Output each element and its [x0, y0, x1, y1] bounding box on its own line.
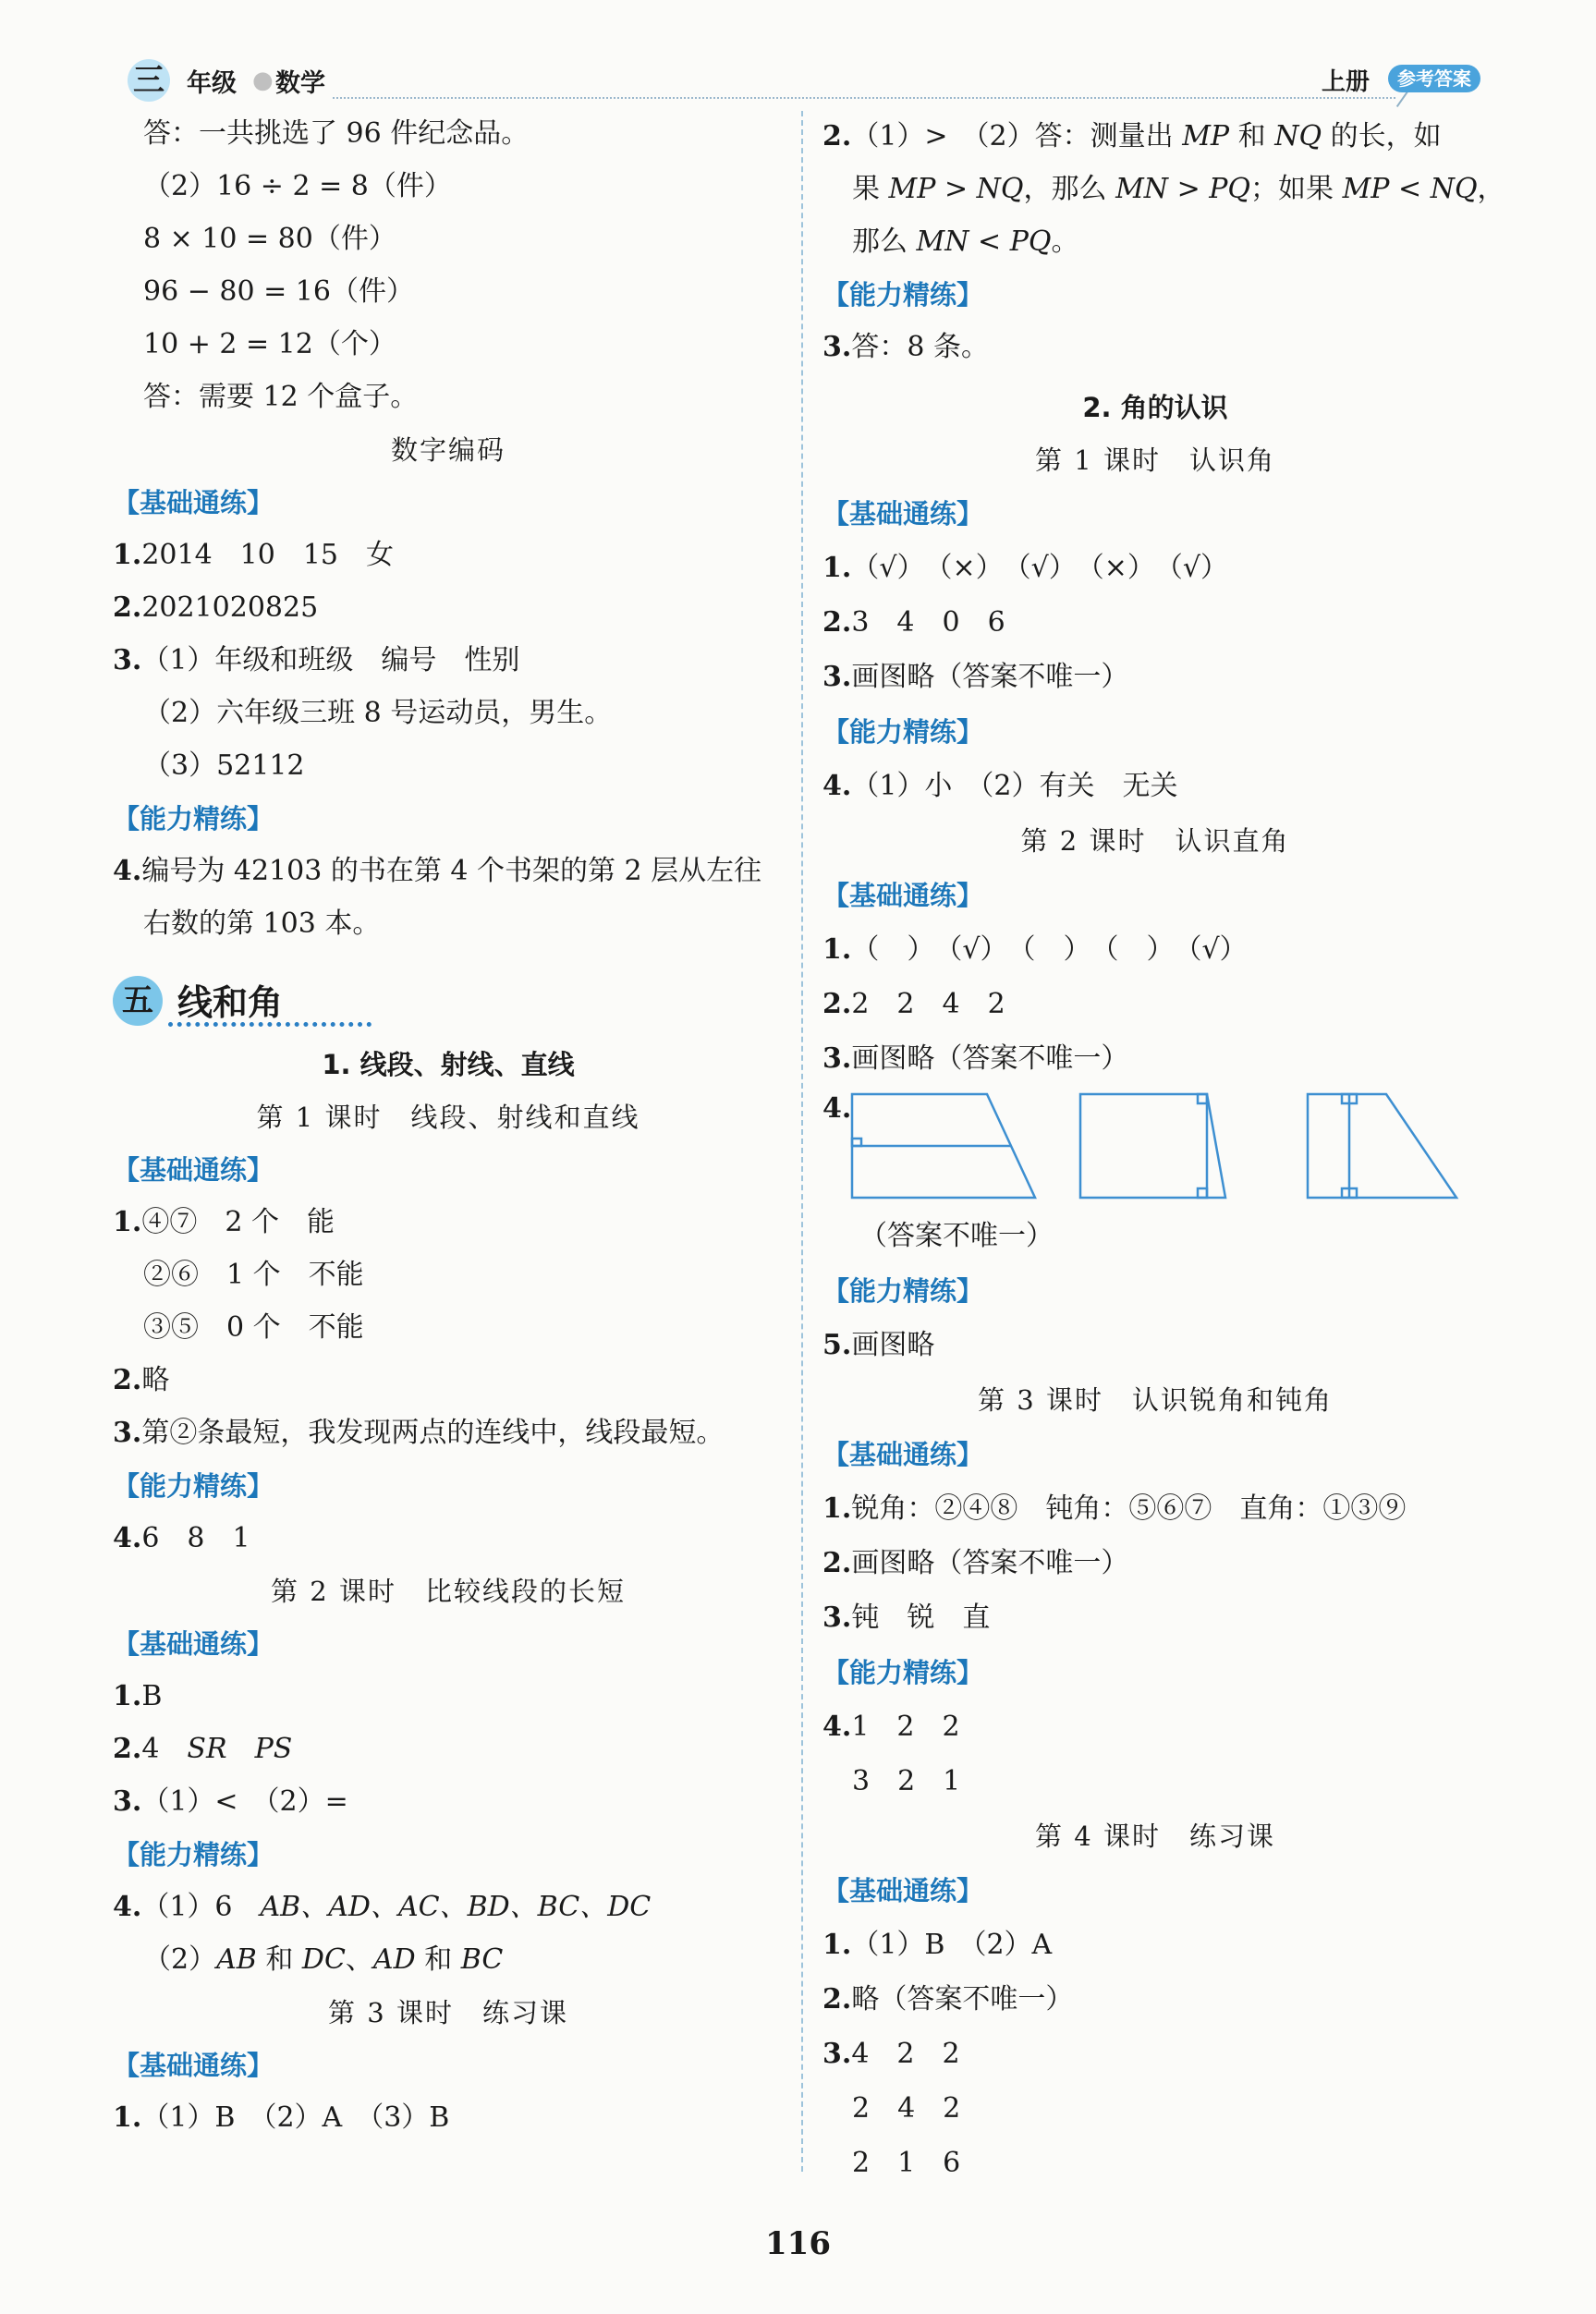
answer-item: 4.6 8 1	[113, 1522, 250, 1554]
page-header	[120, 57, 1488, 109]
answer-item: 1.（ ） （√） （ ） （ ） （√）	[822, 933, 1248, 966]
grade-badge: 三	[128, 59, 170, 102]
section-label-basic: 【基础通练】	[113, 487, 274, 518]
answer-item: 3.画图略（答案不唯一）	[822, 1042, 1129, 1075]
subject-label: 数学	[275, 69, 325, 98]
answer-item: 2.3 4 0 6	[822, 606, 1005, 639]
answer-item: 4.	[822, 1092, 852, 1125]
section-title: 数字编码	[390, 434, 506, 466]
answer-item: 1.④⑦ 2 个 能	[113, 1206, 335, 1238]
section-label-basic: 【基础通练】	[822, 498, 984, 530]
section-label-ability: 【能力精练】	[113, 1839, 274, 1870]
grade-label: 年级	[187, 69, 237, 98]
answer-item: 3.4 2 2	[822, 2038, 960, 2070]
trapezoid-figures	[850, 1090, 1460, 1211]
answer-item: 1.（1）B （2）A （3）B	[113, 2101, 450, 2134]
answer-item: 4.编号为 42103 的书在第 4 个书架的第 2 层从左往	[113, 855, 762, 887]
section-label-ability: 【能力精练】	[822, 1275, 984, 1307]
answer-item: 4.（1）小 （2）有关 无关	[822, 770, 1178, 802]
section-label-ability: 【能力精练】	[822, 1657, 984, 1688]
answer-subline: ②⑥ 1 个 不能	[143, 1259, 364, 1291]
answer-badge: 参考答案	[1388, 65, 1480, 92]
lesson-title: 第 2 课时 比较线段的长短	[271, 1576, 626, 1607]
answer-item: 2.画图略（答案不唯一）	[822, 1547, 1129, 1579]
answer-subline: ③⑤ 0 个 不能	[143, 1311, 364, 1344]
answer-item: 3.（1）< （2）=	[113, 1785, 348, 1818]
answer-subline: 2 4 2	[852, 2092, 961, 2125]
answer-item: 1.（√） （×） （√） （×） （√）	[822, 552, 1228, 584]
answer-item: 3.画图略（答案不唯一）	[822, 661, 1129, 693]
answer-item: 3.（1）年级和班级 编号 性别	[113, 644, 520, 676]
section-label-ability: 【能力精练】	[113, 1470, 274, 1502]
section-label-basic: 【基础通练】	[113, 1154, 274, 1186]
lesson-title: 第 4 课时 练习课	[1035, 1821, 1275, 1852]
unit-title: 线和角	[177, 982, 284, 1023]
unit-dotted-underline	[168, 1022, 372, 1027]
lesson-title: 第 1 课时 认识角	[1035, 445, 1275, 476]
equation-line: 8 × 10 = 80（件）	[143, 223, 396, 255]
section-label-ability: 【能力精练】	[822, 279, 984, 311]
answer-subline: 果 MP > NQ，那么 MN > PQ；如果 MP < NQ，	[852, 173, 1505, 205]
trapezoid-figure-2	[1080, 1094, 1225, 1198]
chapter-title: 1. 线段、射线、直线	[322, 1049, 575, 1080]
answer-item: 3.钝 锐 直	[822, 1602, 991, 1634]
section-label-basic: 【基础通练】	[113, 2050, 274, 2081]
answer-item: 2.2 2 4 2	[822, 988, 1005, 1020]
equation-line: 96 − 80 = 16（件）	[143, 275, 414, 308]
answer-item: 2.4 SR PS	[113, 1733, 293, 1765]
answer-item: 1.（1）B （2）A	[822, 1929, 1053, 1961]
section-label-ability: 【能力精练】	[113, 803, 274, 834]
section-label-basic: 【基础通练】	[822, 1875, 984, 1906]
answer-item: 5.画图略	[822, 1329, 935, 1361]
answer-item: 4.（1）6 AB、AD、AC、BD、BC、DC	[113, 1891, 652, 1923]
answer-subline: （2）AB 和 DC、AD 和 BC	[143, 1943, 504, 1976]
answer-item: 3.答：8 条。	[822, 331, 989, 363]
section-label-ability: 【能力精练】	[822, 716, 984, 748]
answer-subline: （3）52112	[143, 749, 305, 782]
answer-item: 2.略	[113, 1364, 170, 1396]
answer-line: 答：需要 12 个盒子。	[143, 381, 419, 413]
answer-subline: 2 1 6	[852, 2147, 961, 2179]
answer-subline: 那么 MN < PQ。	[852, 225, 1079, 258]
trapezoid-figure-3	[1308, 1094, 1456, 1198]
page-number: 116	[765, 2225, 831, 2262]
unit-badge: 五	[113, 976, 163, 1026]
volume-label: 上册	[1322, 68, 1371, 96]
answer-item: 3.第②条最短，我发现两点的连线中，线段最短。	[113, 1417, 725, 1449]
answer-item: 2.2021020825	[113, 591, 319, 624]
section-label-basic: 【基础通练】	[822, 880, 984, 911]
lesson-title: 第 3 课时 练习课	[328, 1997, 568, 2028]
section-label-basic: 【基础通练】	[822, 1439, 984, 1470]
answer-note: （答案不唯一）	[859, 1220, 1054, 1252]
lesson-title: 第 2 课时 认识直角	[1020, 825, 1290, 857]
lesson-title: 第 1 课时 线段、射线和直线	[256, 1102, 640, 1133]
answer-line: 答：一共挑选了 96 件纪念品。	[143, 117, 530, 150]
answer-item: 1.B	[113, 1680, 163, 1712]
equation-line: （2）16 ÷ 2 = 8（件）	[143, 170, 452, 202]
answer-item: 4.1 2 2	[822, 1711, 960, 1743]
column-divider	[801, 111, 803, 2172]
answer-item: 1.2014 10 15 女	[113, 539, 395, 571]
section-label-basic: 【基础通练】	[113, 1628, 274, 1660]
separator-dot-icon: ●	[252, 67, 274, 94]
trapezoid-figure-1	[852, 1094, 1035, 1198]
answer-subline: 3 2 1	[852, 1765, 961, 1797]
header-dotted-rule	[333, 97, 1395, 99]
equation-line: 10 + 2 = 12（个）	[143, 328, 396, 360]
answer-item: 2.略（答案不唯一）	[822, 1983, 1074, 2016]
answer-item: 2.（1）> （2）答：测量出 MP 和 NQ 的长，如	[822, 120, 1442, 152]
answer-item: 1.锐角：②④⑧ 钝角：⑤⑥⑦ 直角：①③⑨	[822, 1492, 1407, 1525]
chapter-title: 2. 角的认识	[1082, 392, 1228, 423]
answer-subline: （2）六年级三班 8 号运动员，男生。	[143, 697, 613, 729]
lesson-title: 第 3 课时 认识锐角和钝角	[978, 1384, 1333, 1416]
answer-subline: 右数的第 103 本。	[143, 907, 381, 940]
